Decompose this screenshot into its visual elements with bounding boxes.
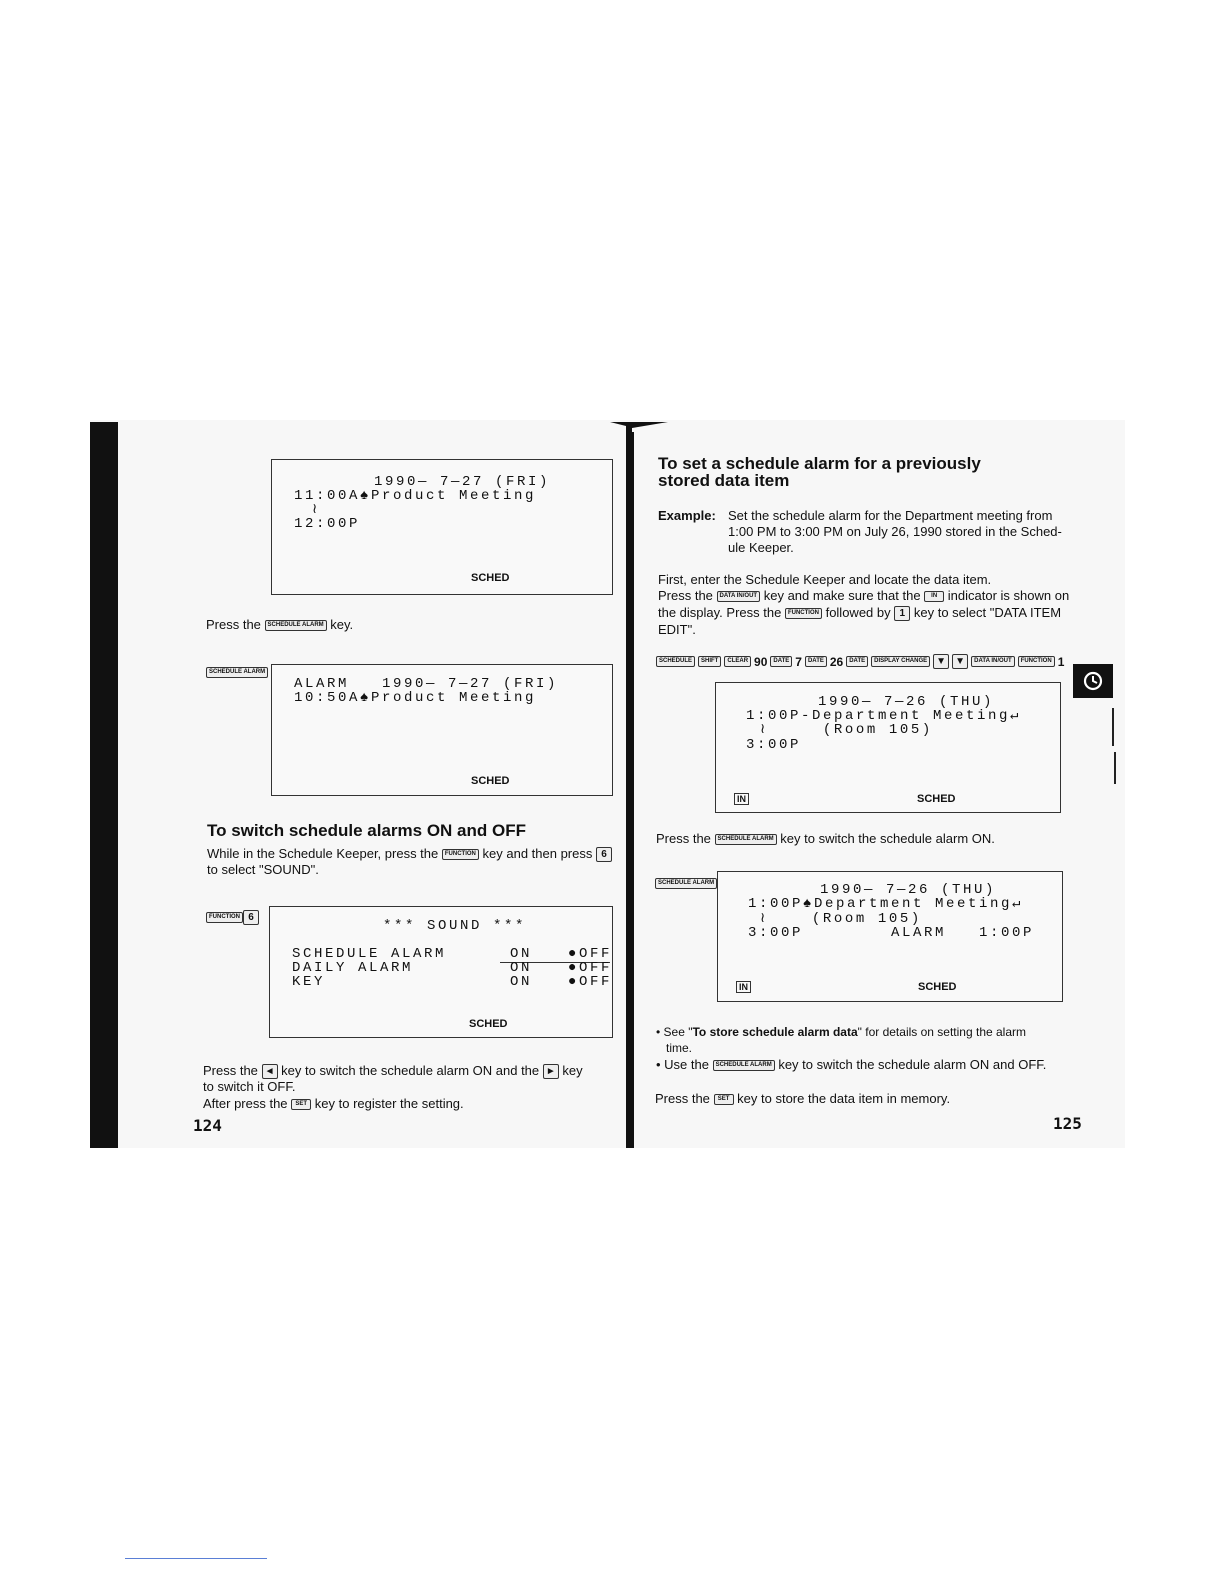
down-arrow-key: ▼ bbox=[952, 654, 968, 669]
section-heading: To switch schedule alarms ON and OFF bbox=[207, 821, 526, 840]
text: Press the bbox=[655, 1091, 710, 1106]
lcd-row-off: ●OFF bbox=[568, 960, 613, 976]
edge-mark bbox=[1112, 708, 1114, 746]
section-heading: stored data item bbox=[658, 471, 790, 490]
right-arrow-key: ► bbox=[543, 1064, 559, 1079]
example-text: 1:00 PM to 3:00 PM on July 26, 1990 stored in the Sched- bbox=[728, 524, 1062, 539]
text: key to register the setting. bbox=[314, 1096, 464, 1111]
lcd-line: 1990— 7—27 (FRI) bbox=[374, 474, 551, 490]
paragraph-line bbox=[203, 1095, 464, 1112]
schedule-alarm-key: SCHEDULE ALARM bbox=[655, 878, 717, 889]
lcd-row-off: ●OFF bbox=[568, 974, 613, 990]
in-indicator: IN bbox=[736, 981, 751, 993]
lcd-display-2 bbox=[271, 664, 613, 796]
page-number: 124 bbox=[193, 1116, 222, 1135]
digits: 7 bbox=[795, 654, 802, 669]
paragraph-line bbox=[207, 845, 612, 862]
digits: 1 bbox=[1057, 654, 1065, 669]
paragraph-line: First, enter the Schedule Keeper and locate the data item. bbox=[658, 572, 992, 587]
bullet-item bbox=[656, 1056, 1046, 1073]
clear-key: CLEAR bbox=[724, 656, 751, 667]
mode-indicator: SCHED bbox=[918, 981, 957, 993]
text: Press the bbox=[656, 831, 711, 846]
gutter-hook bbox=[610, 420, 668, 438]
text: key bbox=[562, 1063, 583, 1078]
instruction-text bbox=[655, 1090, 950, 1107]
text: the display. Press the bbox=[658, 605, 782, 620]
text: key to switch the schedule alarm ON. bbox=[780, 831, 995, 846]
text: " for details on setting the alarm bbox=[857, 1025, 1027, 1039]
lcd-line: 1:00P-Department Meeting↵ bbox=[746, 708, 1022, 724]
lcd-row-label: KEY bbox=[292, 974, 326, 990]
text: key to switch the schedule alarm ON and OFF. bbox=[778, 1057, 1047, 1072]
lcd-line: ≀ (Room 105) bbox=[760, 911, 922, 927]
lcd-row-off: ●OFF bbox=[568, 946, 613, 962]
digits: 90 bbox=[754, 654, 768, 669]
section-tab bbox=[1073, 664, 1113, 698]
lcd-line: 11:00A♠Product Meeting bbox=[294, 488, 537, 504]
schedule-alarm-key: SCHEDULE ALARM bbox=[715, 834, 777, 845]
mode-indicator: SCHED bbox=[471, 572, 510, 584]
text: While in the Schedule Keeper, press the bbox=[207, 846, 439, 861]
down-arrow-key: ▼ bbox=[933, 654, 949, 669]
page-number: 125 bbox=[1053, 1114, 1082, 1133]
lcd-line: 1990— 7—26 (THU) bbox=[818, 694, 995, 710]
key-combo bbox=[206, 909, 259, 927]
function-key: FUNCTION bbox=[442, 849, 479, 860]
lcd-display-5 bbox=[717, 871, 1063, 1002]
paragraph-line bbox=[658, 604, 1061, 621]
lcd-row-label: DAILY ALARM bbox=[292, 960, 414, 976]
function-key: FUNCTION bbox=[1018, 656, 1055, 667]
lcd-display-3 bbox=[269, 906, 613, 1038]
lcd-line: 1:00P♠Department Meeting↵ bbox=[748, 896, 1024, 912]
example-label: Example: bbox=[658, 508, 716, 523]
in-indicator: IN bbox=[734, 793, 749, 805]
section-heading: To set a schedule alarm for a previously bbox=[658, 454, 981, 473]
lcd-line: 3:00P bbox=[746, 737, 802, 753]
lcd-row-on: ON bbox=[510, 960, 533, 976]
bullet-item: time. bbox=[666, 1041, 693, 1055]
date-key: DATE bbox=[770, 656, 792, 667]
data-in-out-key: DATA IN/OUT bbox=[971, 656, 1015, 667]
schedule-alarm-key: SCHEDULE ALARM bbox=[713, 1060, 775, 1071]
bottom-rule bbox=[125, 1558, 267, 1559]
text: Press the bbox=[206, 617, 261, 632]
set-key: SET bbox=[291, 1099, 311, 1110]
schedule-key: SCHEDULE bbox=[656, 656, 695, 667]
mode-indicator: SCHED bbox=[471, 775, 510, 787]
number-key: 6 bbox=[243, 910, 259, 925]
text: key and then press bbox=[482, 846, 593, 861]
example-text: Set the schedule alarm for the Department meeting from bbox=[728, 508, 1053, 523]
bold-text: To store schedule alarm data bbox=[692, 1025, 858, 1039]
clock-icon bbox=[1082, 670, 1104, 692]
text: key to store the data item in memory. bbox=[737, 1091, 951, 1106]
number-key: 1 bbox=[894, 606, 910, 621]
paragraph-line: to select "SOUND". bbox=[207, 862, 319, 877]
lcd-line: 1990— 7—26 (THU) bbox=[820, 882, 997, 898]
bullet-item bbox=[656, 1024, 1026, 1041]
paragraph-line: EDIT". bbox=[658, 622, 696, 637]
lcd-line: 3:00P ALARM 1:00P bbox=[748, 925, 1035, 941]
date-key: DATE bbox=[846, 656, 868, 667]
mode-indicator: SCHED bbox=[917, 793, 956, 805]
paragraph-line bbox=[203, 1062, 583, 1079]
in-indicator: IN bbox=[924, 591, 944, 602]
center-gutter bbox=[626, 432, 634, 1148]
set-key: SET bbox=[714, 1094, 734, 1105]
number-key: 6 bbox=[596, 847, 612, 862]
lcd-display-1 bbox=[271, 459, 613, 595]
lcd-line: ≀ bbox=[312, 502, 320, 518]
lcd-title: *** SOUND *** bbox=[383, 918, 527, 934]
lcd-line: 12:00P bbox=[294, 516, 361, 532]
lcd-line: ALARM 1990— 7—27 (FRI) bbox=[294, 676, 559, 692]
left-binding-bar bbox=[90, 422, 118, 1148]
text: key to switch the schedule alarm ON and the bbox=[281, 1063, 540, 1078]
text: key. bbox=[330, 617, 354, 632]
schedule-alarm-key: SCHEDULE ALARM bbox=[206, 667, 268, 678]
text: Press the bbox=[658, 588, 713, 603]
text: key to select "DATA ITEM bbox=[913, 605, 1062, 620]
function-key: FUNCTION bbox=[206, 912, 243, 923]
schedule-alarm-key: SCHEDULE ALARM bbox=[265, 620, 327, 631]
text: key and make sure that the bbox=[763, 588, 921, 603]
edge-mark bbox=[1114, 752, 1116, 784]
text: followed by bbox=[825, 605, 891, 620]
lcd-row-on: ON bbox=[510, 974, 533, 990]
lcd-row-on: ON bbox=[510, 946, 533, 962]
text: • Use the bbox=[656, 1057, 709, 1072]
shift-key: SHIFT bbox=[698, 656, 721, 667]
display-change-key: DISPLAY CHANGE bbox=[871, 656, 930, 667]
lcd-line: 10:50A♠Product Meeting bbox=[294, 690, 537, 706]
lcd-line: ≀ (Room 105) bbox=[760, 722, 933, 738]
instruction-text bbox=[656, 830, 995, 847]
key-sequence bbox=[656, 654, 1064, 669]
instruction-text bbox=[206, 616, 353, 633]
paragraph-line: to switch it OFF. bbox=[203, 1079, 296, 1094]
text: • See " bbox=[656, 1025, 693, 1039]
digits: 26 bbox=[829, 654, 844, 669]
data-in-out-key: DATA IN/OUT bbox=[717, 591, 761, 602]
function-key: FUNCTION bbox=[785, 608, 822, 619]
mode-indicator: SCHED bbox=[469, 1018, 508, 1030]
lcd-display-4 bbox=[715, 682, 1061, 813]
paragraph-line bbox=[658, 587, 1069, 604]
text: indicator is shown on bbox=[947, 588, 1070, 603]
lcd-row-label: SCHEDULE ALARM bbox=[292, 946, 447, 962]
example-text: ule Keeper. bbox=[728, 540, 794, 555]
left-arrow-key: ◄ bbox=[262, 1064, 278, 1079]
text: Press the bbox=[203, 1063, 258, 1078]
text: After press the bbox=[203, 1096, 288, 1111]
date-key: DATE bbox=[805, 656, 827, 667]
